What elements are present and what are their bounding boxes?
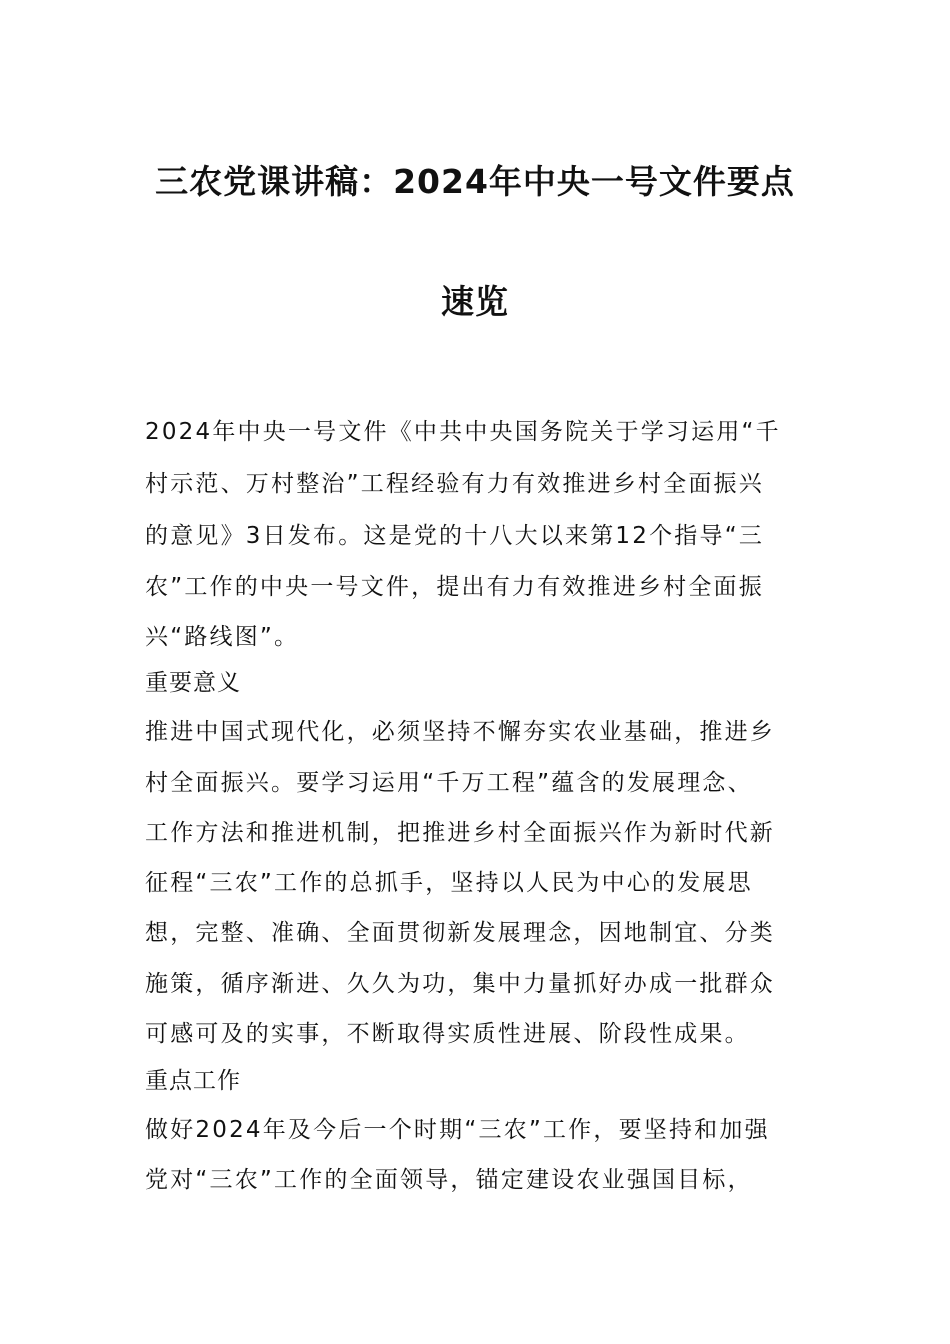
paragraph-line: 农”工作的中央一号文件，提出有力有效推进乡村全面振 bbox=[145, 574, 764, 600]
paragraph-line: 征程“三农”工作的总抓手，坚持以人民为中心的发展思 bbox=[145, 870, 753, 896]
paragraph-line: 可感可及的实事，不断取得实质性进展、阶段性成果。 bbox=[145, 1021, 750, 1047]
paragraph-line: 工作方法和推进机制，把推进乡村全面振兴作为新时代新 bbox=[145, 820, 775, 846]
paragraph-line: 施策，循序渐进、久久为功，集中力量抓好办成一批群众 bbox=[145, 971, 775, 997]
paragraph-line: 的意见》3日发布。这是党的十八大以来第12个指导“三 bbox=[145, 523, 765, 549]
paragraph-line: 村示范、万村整治”工程经验有力有效推进乡村全面振兴 bbox=[145, 471, 764, 497]
document-title-line-2: 速览 bbox=[441, 282, 509, 321]
paragraph-line: 党对“三农”工作的全面领导，锚定建设农业强国目标， bbox=[145, 1167, 753, 1193]
paragraph-line: 兴“路线图”。 bbox=[145, 624, 300, 650]
paragraph-line: 做好2024年及今后一个时期“三农”工作，要坚持和加强 bbox=[145, 1117, 770, 1143]
section-heading: 重要意义 bbox=[145, 670, 241, 696]
section-heading: 重点工作 bbox=[145, 1068, 241, 1094]
paragraph-line: 想，完整、准确、全面贯彻新发展理念，因地制宜、分类 bbox=[145, 920, 775, 946]
paragraph-line: 村全面振兴。要学习运用“千万工程”蕴含的发展理念、 bbox=[145, 770, 753, 796]
paragraph-line: 2024年中央一号文件《中共中央国务院关于学习运用“千 bbox=[145, 419, 781, 445]
document-title-line-1: 三农党课讲稿：2024年中央一号文件要点 bbox=[155, 162, 795, 201]
paragraph-line: 推进中国式现代化，必须坚持不懈夯实农业基础，推进乡 bbox=[145, 719, 775, 745]
